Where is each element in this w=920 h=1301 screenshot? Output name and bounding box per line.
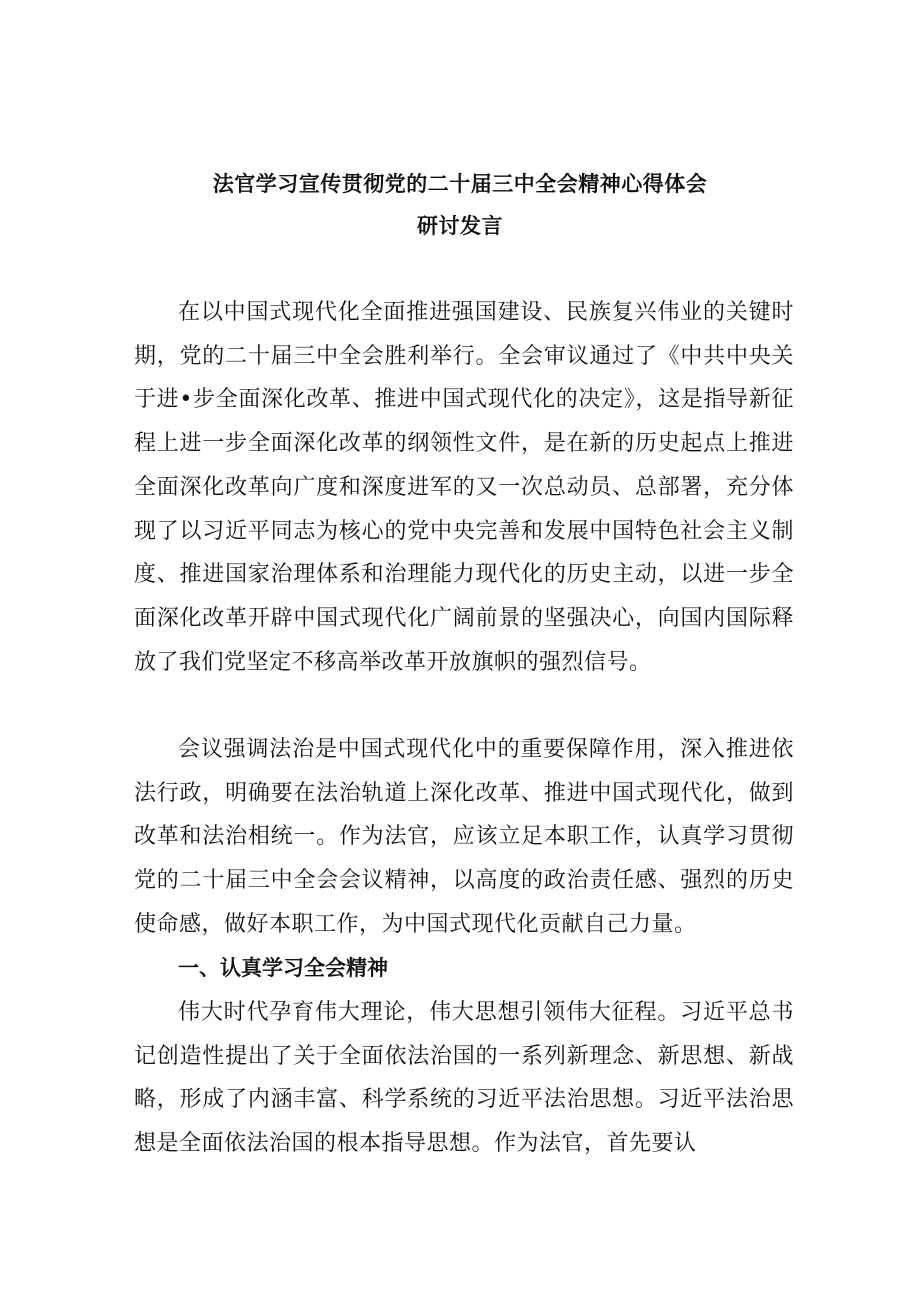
paragraph-emphasis: 会议强调法治是中国式现代化中的重要保障作用，深入推进依法行政，明确要在法治轨道上深化改革、推进中国式现代化，做到改革和法治相统一。作为法官，应该立足本职工作，认真学习贯彻党的二十届三中全会会议精神，以高度的政治责任感、强烈的历史使命感，做好本职工作，为中国式现代化贡献自己力量。	[134, 737, 794, 937]
document-subtitle: 研讨发言	[417, 214, 503, 238]
paragraph-section-1: 伟大时代孕育伟大理论，伟大思想引领伟大征程。习近平总书记创造性提出了关于全面依法治国的一系列新理念、新思想、新战略，形成了内涵丰富、科学系统的习近平法治思想。习近平法治思想是全面依法治国的根本指导思想。作为法官，首先要认	[134, 1000, 794, 1157]
section-heading-1: 一、认真学习全会精神	[178, 956, 388, 980]
document-title: 法官学习宣传贯彻党的二十届三中全会精神心得体会	[212, 172, 708, 196]
paragraph-intro: 在以中国式现代化全面推进强国建设、民族复兴伟业的关键时期，党的二十届三中全会胜利举行。全会审议通过了《中共中央关于进•步全面深化改革、推进中国式现代化的决定》，这是指导新征程上进一步全面深化改革的纲领性文件，是在新的历史起点上推进全面深化改革向广度和深度进军的又一次总动员、总部署，充分体现了以习近平同志为核心的党中央完善和发展中国特色社会主义制度、推进国家治理体系和治理能力现代化的历史主动，以进一步全面深化改革开辟中国式现代化广阔前景的坚强决心，向国内国际释放了我们党坚定不移高举改革开放旗帜的强烈信号。	[134, 300, 794, 675]
